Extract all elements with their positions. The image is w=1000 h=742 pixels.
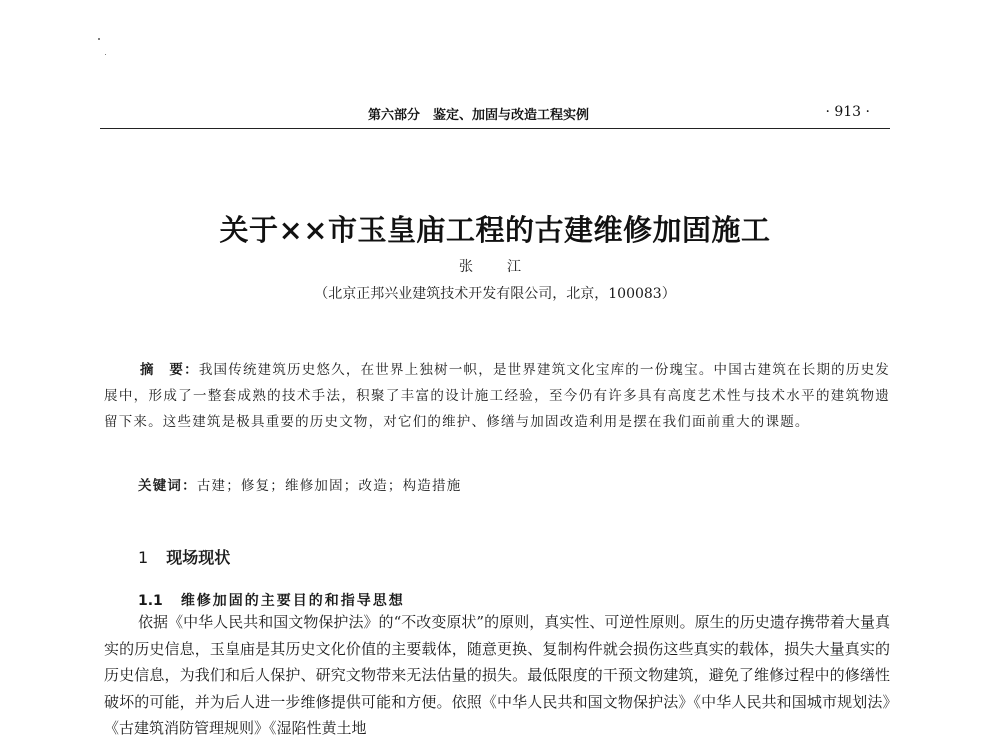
keywords-label: 关键词： (138, 478, 197, 494)
keywords (138, 474, 890, 494)
body-paragraph: 依据《中华人民共和国文物保护法》的“不改变原状”的原则，真实性、可逆性原则。原生的历史遗存携带着大量真实的历史信息，玉皇庙是其历史文化价值的主要载体，随意更换、复制构件就会损伤这些真实的载体，损失大量真实的历史信息，为我们和后人保护、研究文物带来无法估量的损失。最低限度的干预文物建筑，避免了维修过程中的修缮性破坏的可能，并为后人进一步维修提供可能和方便。依照《中华人民共和国文物保护法》《中华人民共和国城市规划法》《古建筑消防管理规则》《湿陷性黄土地 (104, 613, 890, 737)
abstract (104, 357, 890, 435)
section-heading (138, 545, 230, 568)
abstract-label: 摘 要： (140, 362, 199, 378)
page-number: · 913 · (825, 104, 870, 120)
subsection-heading (138, 590, 405, 610)
article-affiliation: （北京正邦兴业建筑技术开发有限公司，北京，100083） (314, 286, 676, 302)
article-author: 张 江 (459, 259, 531, 275)
article-title: 关于××市玉皇庙工程的古建维修加固施工 (219, 213, 771, 247)
subsection-number: 1.1 (138, 593, 163, 609)
scan-speck (98, 38, 100, 40)
keywords-text: 古建；修复；维修加固；改造；构造措施 (196, 478, 462, 494)
scan-speck (105, 54, 106, 55)
body-text (104, 609, 890, 742)
abstract-text: 我国传统建筑历史悠久，在世界上独树一帜，是世界建筑文化宝库的一份瑰宝。中国古建筑在长期的历史发展中，形成了一整套成熟的技术手法，积聚了丰富的设计施工经验，至今仍有许多具有高度艺术性与技术水平的建筑物遗留下来。这些建筑是极具重要的历史文物，对它们的维护、修缮与加固改造利用是摆在我们面前重大的课题。 (104, 362, 890, 430)
running-head-section: 第六部分 鉴定、加固与改造工程实例 (368, 108, 590, 123)
header-rule (100, 128, 890, 129)
subsection-title: 维修加固的主要目的和指导思想 (180, 593, 405, 609)
running-head (100, 100, 890, 124)
section-number: 1 (138, 548, 149, 567)
section-title: 现场现状 (166, 548, 231, 567)
